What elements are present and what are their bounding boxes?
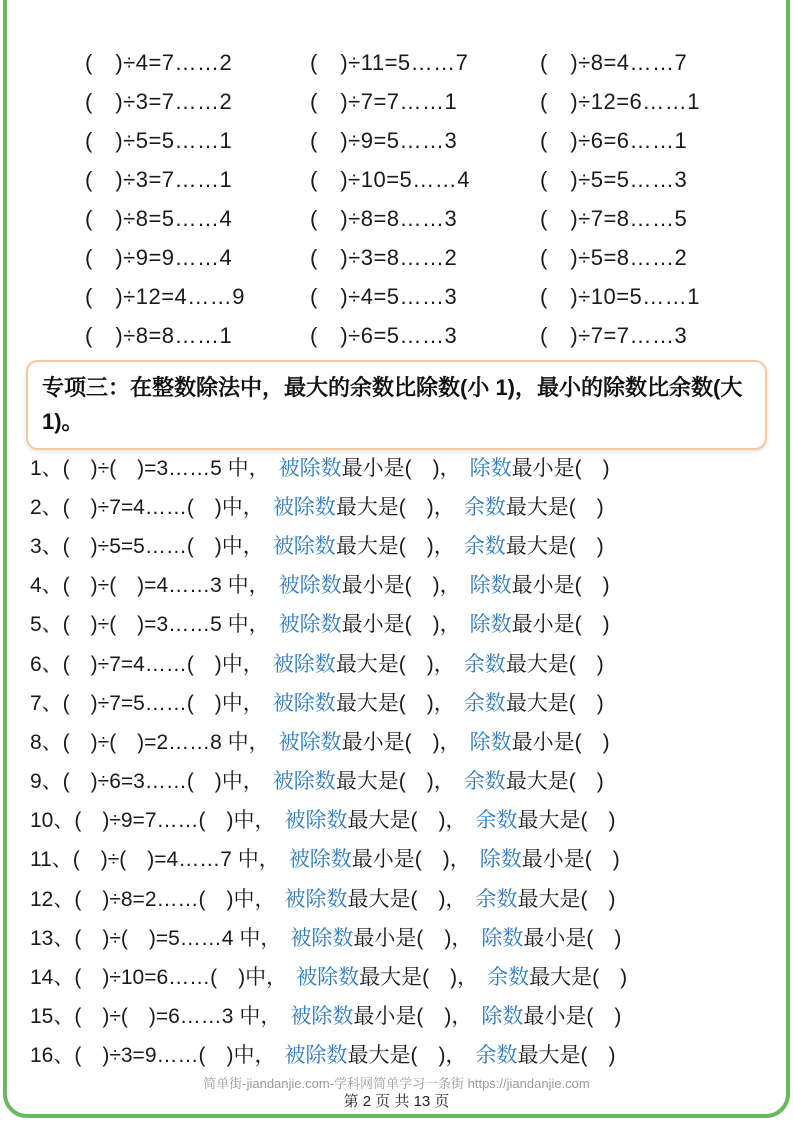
item-mid: 最大是( )，	[347, 809, 467, 833]
item-prefix: 16、( )÷3=9……( )中，	[30, 1044, 276, 1068]
division-problems-grid	[85, 42, 777, 354]
item-prefix: 2、( )÷7=4……( )中，	[30, 495, 264, 519]
division-problem: ( )÷9=9……4	[85, 245, 233, 270]
item-term1: 被除数	[284, 809, 348, 833]
division-problem: ( )÷5=5……3	[540, 167, 688, 192]
division-problem: ( )÷10=5……1	[540, 284, 701, 309]
exercise-item	[30, 956, 783, 995]
item-prefix: 9、( )÷6=3……( )中，	[30, 770, 264, 794]
item-suffix: 最大是( )	[517, 1044, 616, 1068]
item-suffix: 最小是( )	[511, 456, 610, 480]
division-problem: ( )÷3=7……1	[85, 167, 233, 192]
division-problem: ( )÷10=5……4	[310, 167, 471, 192]
division-problem: ( )÷7=7……1	[310, 89, 458, 114]
exercise-item	[30, 761, 783, 800]
item-mid: 最小是( )，	[353, 1005, 473, 1029]
item-term1: 被除数	[272, 534, 336, 558]
item-mid: 最大是( )，	[335, 534, 455, 558]
exercise-item	[30, 604, 783, 643]
item-suffix: 最大是( )	[529, 966, 628, 990]
division-problem: ( )÷7=7……3	[540, 323, 688, 348]
page-number: 第 2 页 共 13 页	[343, 1093, 450, 1110]
item-term1: 被除数	[278, 730, 342, 754]
item-term2: 余数	[475, 809, 518, 833]
exercise-item	[30, 917, 783, 956]
division-problem: ( )÷11=5……7	[310, 50, 469, 75]
exercise-item	[30, 839, 783, 878]
item-term2: 余数	[475, 1044, 518, 1068]
item-prefix: 7、( )÷7=5……( )中，	[30, 691, 264, 715]
item-term1: 被除数	[272, 495, 336, 519]
exercise-item	[30, 525, 783, 564]
item-mid: 最大是( )，	[335, 495, 455, 519]
item-term1: 被除数	[278, 613, 342, 637]
division-problem: ( )÷12=4……9	[85, 284, 246, 309]
exercise-item	[30, 643, 783, 682]
site-watermark: 简单街-jiandanjie.com-学科网简单学习一条街 https://jiandanjie.com	[203, 1076, 590, 1091]
item-suffix: 最大是( )	[517, 887, 616, 911]
item-prefix: 14、( )÷10=6……( )中，	[30, 966, 288, 990]
division-problem: ( )÷3=7……2	[85, 89, 233, 114]
exercise-item	[30, 447, 783, 486]
item-term2: 余数	[475, 887, 518, 911]
division-problem: ( )÷6=6……1	[540, 128, 688, 153]
division-problem: ( )÷7=8……5	[540, 206, 688, 231]
item-term1: 被除数	[288, 848, 352, 872]
item-term1: 被除数	[284, 1044, 348, 1068]
exercise-item	[30, 800, 783, 839]
exercise-item	[30, 721, 783, 760]
item-term1: 被除数	[272, 652, 336, 676]
item-suffix: 最小是( )	[511, 730, 610, 754]
item-term1: 被除数	[284, 887, 348, 911]
item-mid: 最大是( )，	[347, 887, 467, 911]
item-term2: 除数	[479, 848, 522, 872]
division-problem: ( )÷12=6……1	[540, 89, 701, 114]
division-problem: ( )÷5=5……1	[85, 128, 233, 153]
item-term2: 余数	[487, 966, 530, 990]
item-term1: 被除数	[278, 456, 342, 480]
item-suffix: 最小是( )	[521, 848, 620, 872]
item-mid: 最小是( )，	[341, 574, 461, 598]
item-term1: 被除数	[272, 691, 336, 715]
item-suffix: 最小是( )	[511, 574, 610, 598]
item-term1: 被除数	[278, 574, 342, 598]
item-suffix: 最小是( )	[523, 1005, 622, 1029]
exercise-item	[30, 996, 783, 1035]
exercise-item	[30, 565, 783, 604]
item-term1: 被除数	[296, 966, 360, 990]
item-term2: 除数	[469, 456, 512, 480]
item-mid: 最大是( )，	[335, 770, 455, 794]
item-term2: 除数	[481, 926, 524, 950]
item-mid: 最大是( )，	[347, 1044, 467, 1068]
item-term1: 被除数	[290, 1005, 354, 1029]
item-suffix: 最小是( )	[511, 613, 610, 637]
item-suffix: 最大是( )	[505, 691, 604, 715]
item-prefix: 10、( )÷9=7……( )中，	[30, 809, 276, 833]
division-problem: ( )÷4=7……2	[85, 50, 233, 75]
item-term2: 余数	[463, 495, 506, 519]
item-prefix: 12、( )÷8=2……( )中，	[30, 887, 276, 911]
item-prefix: 15、( )÷( )=6……3 中，	[30, 1005, 282, 1029]
item-mid: 最小是( )，	[351, 848, 471, 872]
item-suffix: 最大是( )	[505, 770, 604, 794]
item-prefix: 5、( )÷( )=3……5 中，	[30, 613, 270, 637]
division-problem: ( )÷8=4……7	[540, 50, 688, 75]
item-prefix: 13、( )÷( )=5……4 中，	[30, 926, 282, 950]
item-suffix: 最大是( )	[505, 534, 604, 558]
item-prefix: 8、( )÷( )=2……8 中，	[30, 730, 270, 754]
item-term2: 余数	[463, 770, 506, 794]
item-mid: 最大是( )，	[335, 691, 455, 715]
division-problem: ( )÷6=5……3	[310, 323, 458, 348]
division-problem: ( )÷8=5……4	[85, 206, 233, 231]
division-problem: ( )÷8=8……3	[310, 206, 458, 231]
exercise-item	[30, 486, 783, 525]
item-term2: 除数	[469, 574, 512, 598]
section-header-box	[26, 360, 767, 450]
item-term2: 余数	[463, 534, 506, 558]
item-term2: 余数	[463, 691, 506, 715]
item-suffix: 最小是( )	[523, 926, 622, 950]
item-prefix: 3、( )÷5=5……( )中，	[30, 534, 264, 558]
item-mid: 最小是( )，	[341, 613, 461, 637]
exercise-item	[30, 878, 783, 917]
item-suffix: 最大是( )	[505, 495, 604, 519]
item-term2: 除数	[481, 1005, 524, 1029]
exercise-item	[30, 682, 783, 721]
item-prefix: 4、( )÷( )=4……3 中，	[30, 574, 270, 598]
item-term2: 余数	[463, 652, 506, 676]
item-suffix: 最大是( )	[505, 652, 604, 676]
item-mid: 最小是( )，	[341, 730, 461, 754]
item-prefix: 6、( )÷7=4……( )中，	[30, 652, 264, 676]
item-prefix: 11、( )÷( )=4……7 中，	[30, 848, 280, 872]
division-problem: ( )÷5=8……2	[540, 245, 688, 270]
item-mid: 最小是( )，	[353, 926, 473, 950]
item-mid: 最大是( )，	[359, 966, 479, 990]
item-term1: 被除数	[272, 770, 336, 794]
division-problem: ( )÷3=8……2	[310, 245, 458, 270]
division-problem: ( )÷4=5……3	[310, 284, 458, 309]
section-header-text: 专项三：在整数除法中，最大的余数比除数(小 1)，最小的除数比余数(大 1)。	[42, 375, 743, 434]
exercise-list	[30, 447, 783, 1074]
item-mid: 最小是( )，	[341, 456, 461, 480]
item-suffix: 最大是( )	[517, 809, 616, 833]
division-problem: ( )÷9=5……3	[310, 128, 458, 153]
item-term2: 除数	[469, 613, 512, 637]
item-term1: 被除数	[290, 926, 354, 950]
exercise-item	[30, 1035, 783, 1074]
division-problem: ( )÷8=8……1	[85, 323, 233, 348]
item-mid: 最大是( )，	[335, 652, 455, 676]
item-prefix: 1、( )÷( )=3……5 中，	[30, 456, 270, 480]
item-term2: 除数	[469, 730, 512, 754]
